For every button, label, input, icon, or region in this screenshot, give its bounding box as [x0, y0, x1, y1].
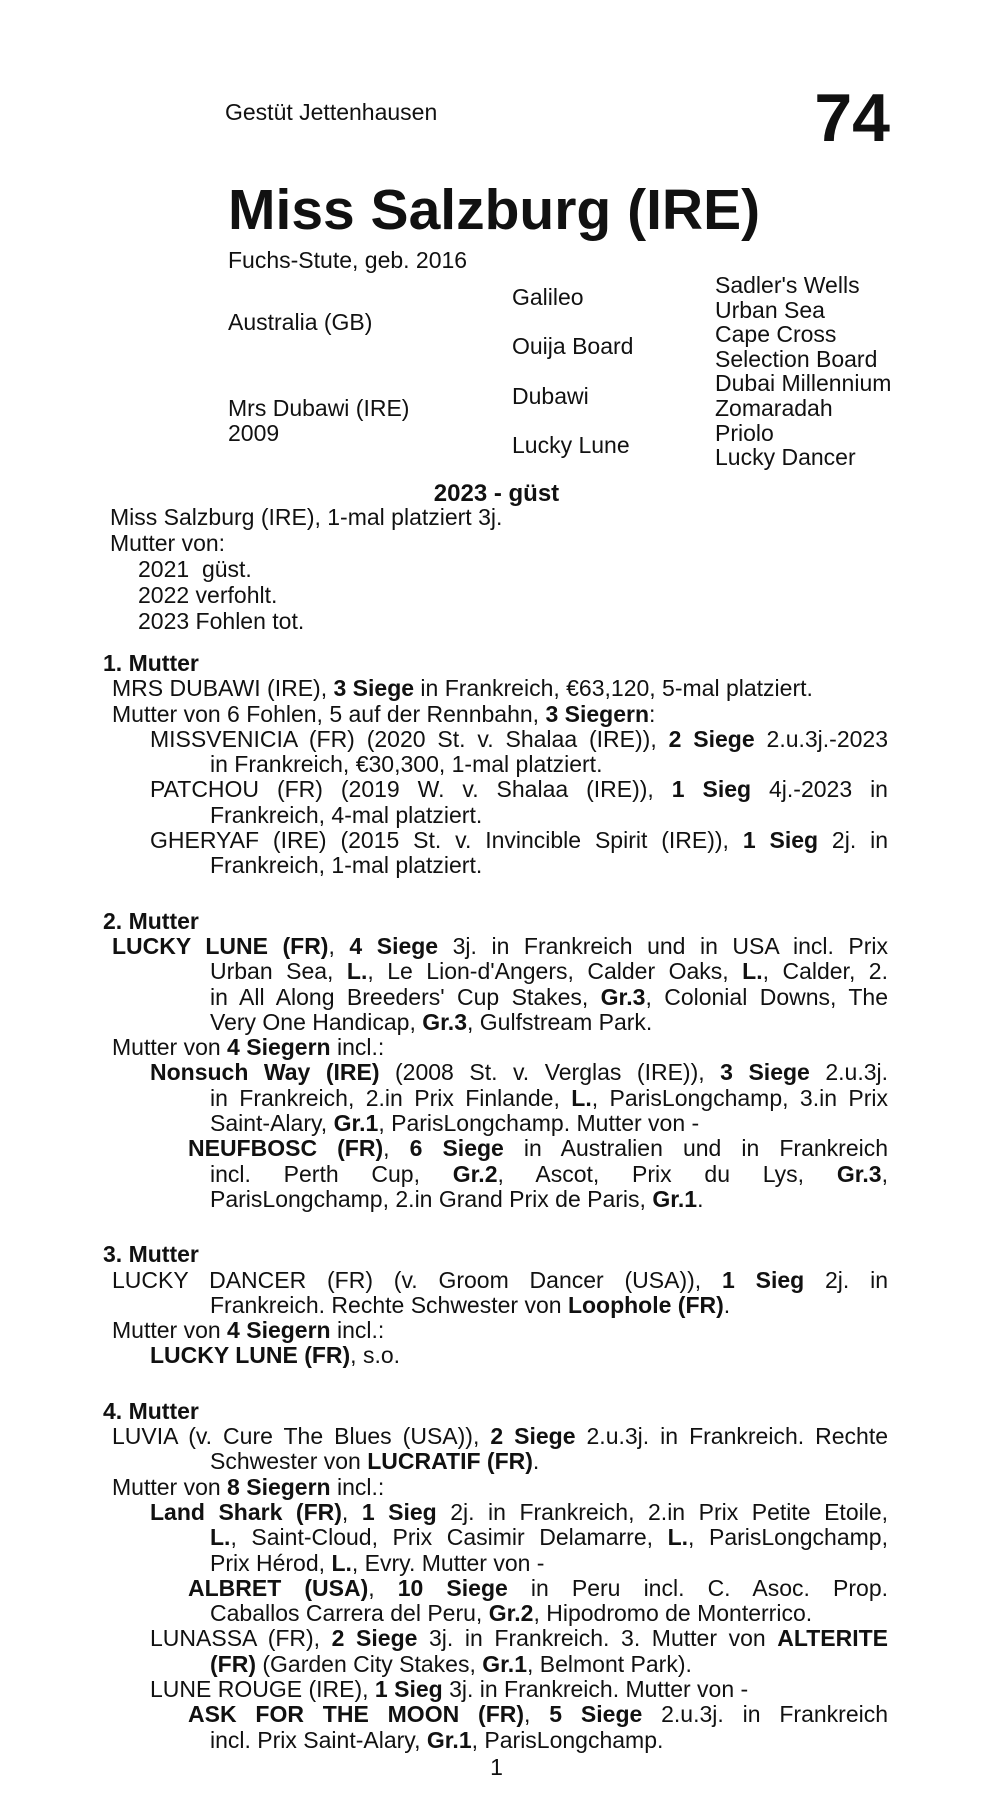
pedigree-great-grandparent: Cape Cross	[715, 321, 837, 348]
catalog-text-line	[103, 1551, 888, 1576]
emphasized-text: LUCRATIF (FR)	[367, 1448, 533, 1475]
pedigree-great-grandparent: Dubai Millennium	[715, 370, 892, 397]
catalog-text-line	[103, 1010, 888, 1035]
horse-description: Fuchs-Stute, geb. 2016	[228, 247, 468, 273]
catalog-text-line	[103, 1500, 888, 1525]
text-segment: incl.:	[330, 1317, 385, 1344]
pedigree-great-grandparent: Selection Board	[715, 345, 878, 372]
catalog-text-line	[103, 777, 888, 802]
text-segment: , Calder, 2.	[762, 958, 888, 985]
text-segment: .	[697, 1185, 704, 1212]
section-heading: 1. Mutter	[103, 650, 199, 676]
text-segment: LUCKY DANCER (FR) (v. Groom Dancer (USA)),	[112, 1266, 722, 1293]
catalog-text-line	[103, 702, 888, 727]
produce-record-line: Miss Salzburg (IRE), 1-mal platziert 3j.	[110, 504, 503, 530]
produce-record-line: 2022 verfohlt.	[138, 582, 278, 608]
emphasized-text: Nonsuch Way (IRE)	[150, 1059, 380, 1086]
text-segment: , ParisLongchamp,	[688, 1524, 888, 1551]
emphasized-text: 2 Siege	[331, 1625, 418, 1652]
catalog-text-line	[103, 1035, 888, 1060]
text-segment: GHERYAF (IRE) (2015 St. v. Invincible Spirit (IRE)),	[150, 827, 743, 854]
text-segment: 2j. in	[818, 827, 888, 854]
catalog-text-line	[103, 828, 888, 853]
text-segment: incl.:	[330, 1473, 385, 1500]
catalog-text-line	[103, 1626, 888, 1651]
catalog-text-line	[103, 803, 888, 828]
text-segment: , Belmont Park).	[527, 1650, 692, 1677]
catalog-text-line	[103, 985, 888, 1010]
text-segment: .	[532, 1448, 540, 1475]
catalog-text-line	[103, 727, 888, 752]
produce-record-line: 2023 Fohlen tot.	[138, 608, 305, 634]
text-segment: Very One Handicap,	[210, 1008, 423, 1035]
text-segment: incl. Perth Cup,	[210, 1160, 453, 1187]
text-segment: 2.u.3j. in Frankreich. Rechte	[575, 1423, 889, 1450]
text-segment: in All Along Breeders' Cup Stakes,	[210, 983, 601, 1010]
emphasized-text: 2 Siege	[668, 725, 755, 752]
text-segment: Urban Sea,	[210, 958, 347, 985]
emphasized-text: L.	[667, 1524, 689, 1551]
family-section	[103, 1242, 888, 1368]
emphasized-text: Gr.1	[426, 1726, 472, 1753]
text-segment: Frankreich. Rechte Schwester von	[210, 1291, 568, 1318]
text-segment: 2j. in Frankreich, 2.in Prix Petite Etoile,	[436, 1498, 889, 1525]
catalog-text-line	[103, 1060, 888, 1085]
emphasized-text: 10 Siege	[397, 1574, 508, 1601]
pedigree-grandparent: Dubawi	[512, 382, 589, 409]
catalog-text-line	[103, 853, 888, 878]
emphasized-text: L.	[346, 958, 368, 985]
catalog-text-line	[103, 1652, 888, 1677]
pedigree-dam-year: 2009	[228, 419, 280, 446]
text-segment: in Frankreich, €30,300, 1-mal platziert.	[210, 751, 603, 778]
text-segment: Schwester von	[210, 1448, 368, 1475]
section-heading: 3. Mutter	[103, 1241, 199, 1268]
catalog-text-line	[103, 1475, 888, 1500]
catalog-text-line	[103, 1601, 888, 1626]
text-segment: Mutter von 6 Fohlen, 5 auf der Rennbahn,	[112, 700, 546, 727]
pedigree-great-grandparent: Urban Sea	[715, 296, 825, 323]
emphasized-text: 4 Siegern	[227, 1317, 331, 1344]
produce-record-line: 2021 güst.	[138, 556, 252, 582]
text-segment: ParisLongchamp, 2.in Grand Prix de Paris,	[210, 1185, 653, 1212]
emphasized-text: ASK FOR THE MOON (FR)	[188, 1701, 525, 1728]
catalog-text-line	[103, 1318, 888, 1343]
emphasized-text: Gr.3	[836, 1160, 882, 1187]
text-segment: 2j. in	[804, 1266, 889, 1293]
catalog-text-line	[103, 1525, 888, 1550]
text-segment: MRS DUBAWI (IRE),	[112, 675, 334, 702]
pedigree-dam	[228, 371, 512, 469]
emphasized-text: Gr.2	[452, 1160, 498, 1187]
text-segment: , ParisLongchamp.	[471, 1726, 664, 1753]
text-segment: ,	[881, 1160, 888, 1187]
catalog-text-line	[103, 1449, 888, 1474]
catalog-text-line	[103, 1677, 888, 1702]
text-segment: :	[649, 700, 656, 727]
emphasized-text: NEUFBOSC (FR)	[188, 1135, 384, 1162]
pedigree-great-grandparent: Priolo	[715, 419, 774, 446]
emphasized-text: 8 Siegern	[227, 1473, 331, 1500]
text-segment: LUNE ROUGE (IRE),	[150, 1675, 375, 1702]
text-segment: , Hipodromo de Monterrico.	[533, 1600, 813, 1627]
text-segment: 3j. in Frankreich. 3. Mutter von	[417, 1625, 778, 1652]
emphasized-text: 2 Siege	[490, 1423, 576, 1450]
text-segment: 2.u.3j.-2023	[754, 725, 889, 752]
produce-record	[110, 504, 890, 634]
stud-name: Gestüt Jettenhausen	[225, 99, 438, 125]
catalog-text-line	[103, 1136, 888, 1161]
covering-status: 2023 - güst	[433, 480, 560, 507]
text-segment: ,	[341, 1498, 362, 1525]
pedigree-table	[228, 273, 893, 470]
family-sections	[103, 651, 888, 1753]
text-segment: in Frankreich, 2.in Prix Finlande,	[210, 1084, 572, 1111]
pedigree-great-grandparent: Zomaradah	[715, 394, 833, 421]
produce-record-line: Mutter von:	[110, 530, 226, 556]
catalog-text-line	[103, 1162, 888, 1187]
text-segment: Mutter von	[112, 1317, 228, 1344]
text-segment: 2.u.3j.	[809, 1059, 888, 1086]
emphasized-text: L.	[210, 1524, 231, 1551]
emphasized-text: 5 Siege	[549, 1701, 643, 1728]
emphasized-text: 6 Siege	[409, 1135, 504, 1162]
emphasized-text: 3 Siege	[333, 675, 415, 702]
text-segment: Frankreich, 4-mal platziert.	[210, 801, 483, 828]
text-segment: MISSVENICIA (FR) (2020 St. v. Shalaa (IRE)),	[150, 725, 669, 752]
catalog-text-line	[103, 1702, 888, 1727]
text-segment: (Garden City Stakes,	[255, 1650, 483, 1677]
emphasized-text: Land Shark (FR)	[150, 1498, 342, 1525]
pedigree-sire	[228, 273, 512, 371]
emphasized-text: Gr.3	[600, 983, 646, 1010]
text-segment: Caballos Carrera del Peru,	[210, 1600, 489, 1627]
catalog-text-line	[103, 1293, 888, 1318]
text-segment: Prix Hérod,	[210, 1549, 332, 1576]
text-segment: in Frankreich, €63,120, 5-mal platziert.	[414, 675, 813, 702]
catalog-text-line	[103, 752, 888, 777]
catalog-text-line	[103, 1111, 888, 1136]
emphasized-text: 3 Siege	[720, 1059, 810, 1086]
text-segment: , s.o.	[350, 1342, 401, 1369]
catalog-text-line	[103, 1268, 888, 1293]
text-segment: 3j. in Frankreich und in USA incl. Prix	[438, 932, 889, 959]
catalog-text-line	[103, 959, 888, 984]
catalog-text-line	[103, 934, 888, 959]
emphasized-text: L.	[742, 958, 763, 985]
text-segment: in Peru incl. C. Asoc. Prop.	[507, 1574, 888, 1601]
lot-number: 74	[814, 80, 890, 156]
text-segment: , Ascot, Prix du Lys,	[497, 1160, 837, 1187]
family-section	[103, 909, 888, 1213]
text-segment: , Le Lion-d'Angers, Calder Oaks,	[367, 958, 743, 985]
text-segment: , Evry. Mutter von -	[351, 1549, 545, 1576]
text-segment: Mutter von	[112, 1473, 228, 1500]
emphasized-text: 4 Siege	[349, 932, 439, 959]
text-segment: 3j. in Frankreich. Mutter von -	[442, 1675, 749, 1702]
emphasized-text: Gr.3	[422, 1008, 467, 1035]
emphasized-text: Gr.2	[488, 1600, 534, 1627]
emphasized-text: 1 Sieg	[722, 1266, 805, 1293]
text-segment: ,	[328, 932, 350, 959]
emphasized-text: 3 Siegern	[545, 700, 649, 727]
text-segment: ,	[368, 1574, 398, 1601]
emphasized-text: Gr.1	[482, 1650, 527, 1677]
emphasized-text: 1 Sieg	[374, 1675, 443, 1702]
section-heading: 2. Mutter	[103, 907, 199, 934]
pedigree-grandparent: Lucky Lune	[512, 431, 630, 458]
emphasized-text: L.	[571, 1084, 592, 1111]
text-segment: 2.u.3j. in Frankreich	[642, 1701, 889, 1728]
text-segment: , ParisLongchamp. Mutter von -	[378, 1110, 700, 1137]
pedigree-dam-name: Mrs Dubawi (IRE)	[228, 394, 410, 421]
emphasized-text: LUCKY LUNE (FR)	[150, 1342, 351, 1369]
pedigree-sire-name: Australia (GB)	[228, 308, 373, 335]
emphasized-text: 1 Sieg	[742, 827, 819, 854]
text-segment: Frankreich, 1-mal platziert.	[210, 852, 483, 879]
emphasized-text: 4 Siegern	[227, 1034, 331, 1061]
emphasized-text: Gr.1	[333, 1110, 379, 1137]
pedigree-grandparent: Ouija Board	[512, 333, 634, 360]
text-segment: (2008 St. v. Verglas (IRE)),	[379, 1059, 721, 1086]
text-segment: LUVIA (v. Cure The Blues (USA)),	[112, 1423, 491, 1450]
catalog-text-line	[103, 1728, 888, 1753]
catalog-text-line	[103, 1343, 888, 1368]
text-segment: ,	[383, 1135, 410, 1162]
text-segment: 4j.-2023 in	[751, 776, 888, 803]
text-segment: incl. Prix Saint-Alary,	[210, 1726, 427, 1753]
emphasized-text: 1 Sieg	[671, 776, 752, 803]
pedigree-great-grandparent: Sadler's Wells	[715, 272, 860, 298]
emphasized-text: ALTERITE	[777, 1625, 888, 1652]
text-segment: Mutter von	[112, 1034, 228, 1061]
text-segment: PATCHOU (FR) (2019 W. v. Shalaa (IRE)),	[150, 776, 672, 803]
horse-name-title: Miss Salzburg (IRE)	[228, 178, 761, 242]
emphasized-text: ALBRET (USA)	[188, 1574, 369, 1601]
emphasized-text: (FR)	[210, 1650, 256, 1677]
catalog-text-line	[103, 1187, 888, 1212]
page-number-footer: 1	[490, 1754, 503, 1780]
pedigree-great-grandparent: Lucky Dancer	[715, 444, 856, 471]
text-segment: incl.:	[330, 1034, 385, 1061]
text-segment: ,	[524, 1701, 550, 1728]
catalog-text-line	[103, 676, 888, 701]
catalog-text-line	[103, 1086, 888, 1111]
text-segment: , Saint-Cloud, Prix Casimir Delamarre,	[230, 1524, 668, 1551]
text-segment: , ParisLongchamp, 3.in Prix	[591, 1084, 888, 1111]
family-section	[103, 1399, 888, 1753]
emphasized-text: Loophole (FR)	[567, 1291, 724, 1318]
text-segment: in Australien und in Frankreich	[503, 1135, 889, 1162]
family-section	[103, 651, 888, 879]
section-heading: 4. Mutter	[103, 1397, 199, 1424]
text-segment: , Gulfstream Park.	[467, 1008, 653, 1035]
catalog-text-line	[103, 1424, 888, 1449]
text-segment: Saint-Alary,	[210, 1110, 334, 1137]
text-segment: , Colonial Downs, The	[645, 983, 888, 1010]
emphasized-text: 1 Sieg	[361, 1498, 437, 1525]
text-segment: .	[723, 1291, 731, 1318]
pedigree-grandparent: Galileo	[512, 284, 584, 311]
emphasized-text: LUCKY LUNE (FR)	[112, 932, 329, 959]
emphasized-text: Gr.1	[652, 1185, 698, 1212]
text-segment: LUNASSA (FR),	[150, 1625, 332, 1652]
emphasized-text: L.	[331, 1549, 352, 1576]
catalog-text-line	[103, 1576, 888, 1601]
